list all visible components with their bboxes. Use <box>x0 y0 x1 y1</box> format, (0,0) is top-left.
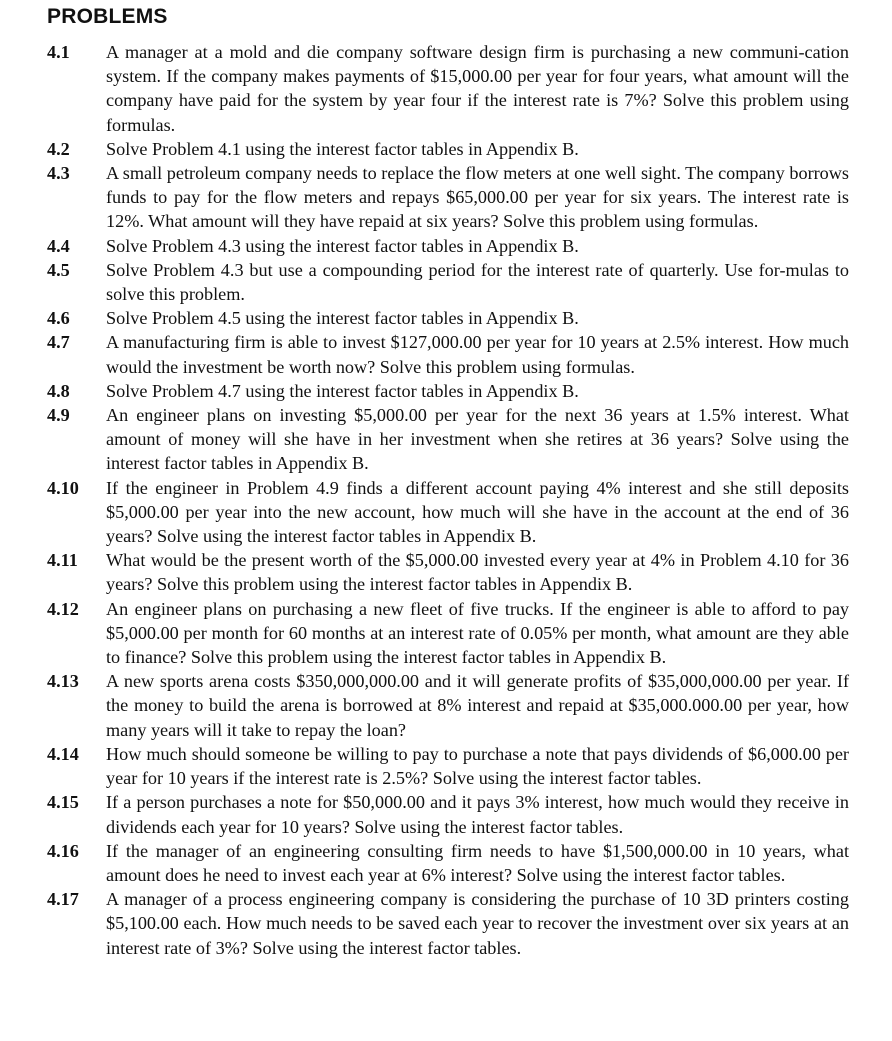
problem-item <box>47 839 849 887</box>
problem-item <box>47 887 849 960</box>
problem-item <box>47 40 849 137</box>
problem-number: 4.10 <box>47 477 79 498</box>
problem-text: A small petroleum company needs to replace the flow meters at one well sight. The company borrows funds to pay for the flow meters and repays $65,000.00 per year for six years. The interest rate is 12%. What amount will they have repaid at six years? Solve this problem using formulas. <box>106 163 849 232</box>
problem-item <box>47 234 849 258</box>
problem-number: 4.2 <box>47 138 70 159</box>
problem-item <box>47 742 849 790</box>
problem-number: 4.11 <box>47 550 78 571</box>
problem-text: A manager at a mold and die company software design firm is purchasing a new communi-cation system. If the company makes payments of $15,000.00 per year for four years, what amount will the company have paid for the system by year four if the interest rate is 7%? Solve this problem using formulas. <box>106 42 849 135</box>
problem-number: 4.4 <box>47 235 70 256</box>
problem-item <box>47 403 849 476</box>
problem-number: 4.7 <box>47 332 70 353</box>
problem-text: A manager of a process engineering company is considering the purchase of 10 3D printers costing $5,100.00 each. How much needs to be saved each year to recover the investment over six years at an interest rate of 3%? Solve using the interest factor tables. <box>106 889 849 958</box>
problem-item <box>47 548 849 596</box>
problem-item <box>47 790 849 838</box>
problem-text: Solve Problem 4.5 using the interest factor tables in Appendix B. <box>106 308 579 329</box>
problem-text: How much should someone be willing to pay to purchase a note that pays dividends of $6,000.00 per year for 10 years if the interest rate is 2.5%? Solve using the interest factor tables. <box>106 743 849 789</box>
problem-number: 4.9 <box>47 405 70 426</box>
problem-text: Solve Problem 4.3 using the interest factor tables in Appendix B. <box>106 235 579 256</box>
problem-item <box>47 330 849 378</box>
problem-item <box>47 476 849 549</box>
problem-number: 4.15 <box>47 792 79 813</box>
problem-text: Solve Problem 4.1 using the interest factor tables in Appendix B. <box>106 138 579 159</box>
problem-number: 4.3 <box>47 163 70 184</box>
problem-text: A manufacturing firm is able to invest $127,000.00 per year for 10 years at 2.5% interest. How much would the investment be worth now? Solve this problem using formulas. <box>106 332 849 377</box>
problem-text: An engineer plans on purchasing a new fleet of five trucks. If the engineer is able to afford to pay $5,000.00 per month for 60 months at an interest rate of 0.05% per month, what amount are they able to finance? Solve this problem using the interest factor tables in Appendix B. <box>106 598 849 668</box>
problem-item <box>47 161 849 234</box>
problem-item <box>47 306 849 330</box>
problem-number: 4.5 <box>47 259 70 280</box>
problem-text: If the engineer in Problem 4.9 finds a different account paying 4% interest and she still deposits $5,000.00 per year into the new account, how much will she have in the account at the end of 36 years? Solve using the interest factor tables in Appendix B. <box>106 477 849 547</box>
problem-text: A new sports arena costs $350,000,000.00 and it will generate profits of $35,000,000.00 per year. If the money to build the arena is borrowed at 8% interest and repaid at $35,000.000.00 per year, how many years will it take to repay the loan? <box>106 671 849 740</box>
problem-number: 4.14 <box>47 743 79 764</box>
problem-text: If the manager of an engineering consulting firm needs to have $1,500,000.00 in 10 years, what amount does he need to invest each year at 6% interest? Solve using the interest factor tables. <box>106 840 849 885</box>
page-title: PROBLEMS <box>47 5 168 28</box>
problem-text: What would be the present worth of the $5,000.00 invested every year at 4% in Problem 4.10 for 36 years? Solve this problem using the interest factor tables in Appendix B. <box>106 550 849 595</box>
problem-list <box>47 40 849 960</box>
problem-number: 4.16 <box>47 840 79 861</box>
problem-item <box>47 137 849 161</box>
problem-number: 4.8 <box>47 380 70 401</box>
problem-text: An engineer plans on investing $5,000.00 per year for the next 36 years at 1.5% interest. What amount of money will she have in her investment when she retires at 36 years? Solve using the interest factor tables in Appendix B. <box>106 405 849 474</box>
problem-text: Solve Problem 4.3 but use a compounding period for the interest rate of quarterly. Use for-mulas to solve this problem. <box>106 259 849 305</box>
problem-number: 4.6 <box>47 308 70 329</box>
problem-item <box>47 258 849 306</box>
problem-number: 4.1 <box>47 42 70 62</box>
problem-number: 4.13 <box>47 671 79 692</box>
problem-number: 4.17 <box>47 889 79 910</box>
problem-text: Solve Problem 4.7 using the interest factor tables in Appendix B. <box>106 380 579 401</box>
problem-text: If a person purchases a note for $50,000.00 and it pays 3% interest, how much would they receive in dividends each year for 10 years? Solve using the interest factor tables. <box>106 792 849 837</box>
problem-number: 4.12 <box>47 598 79 619</box>
problem-item <box>47 379 849 403</box>
problem-item <box>47 669 849 742</box>
problem-item <box>47 597 849 670</box>
